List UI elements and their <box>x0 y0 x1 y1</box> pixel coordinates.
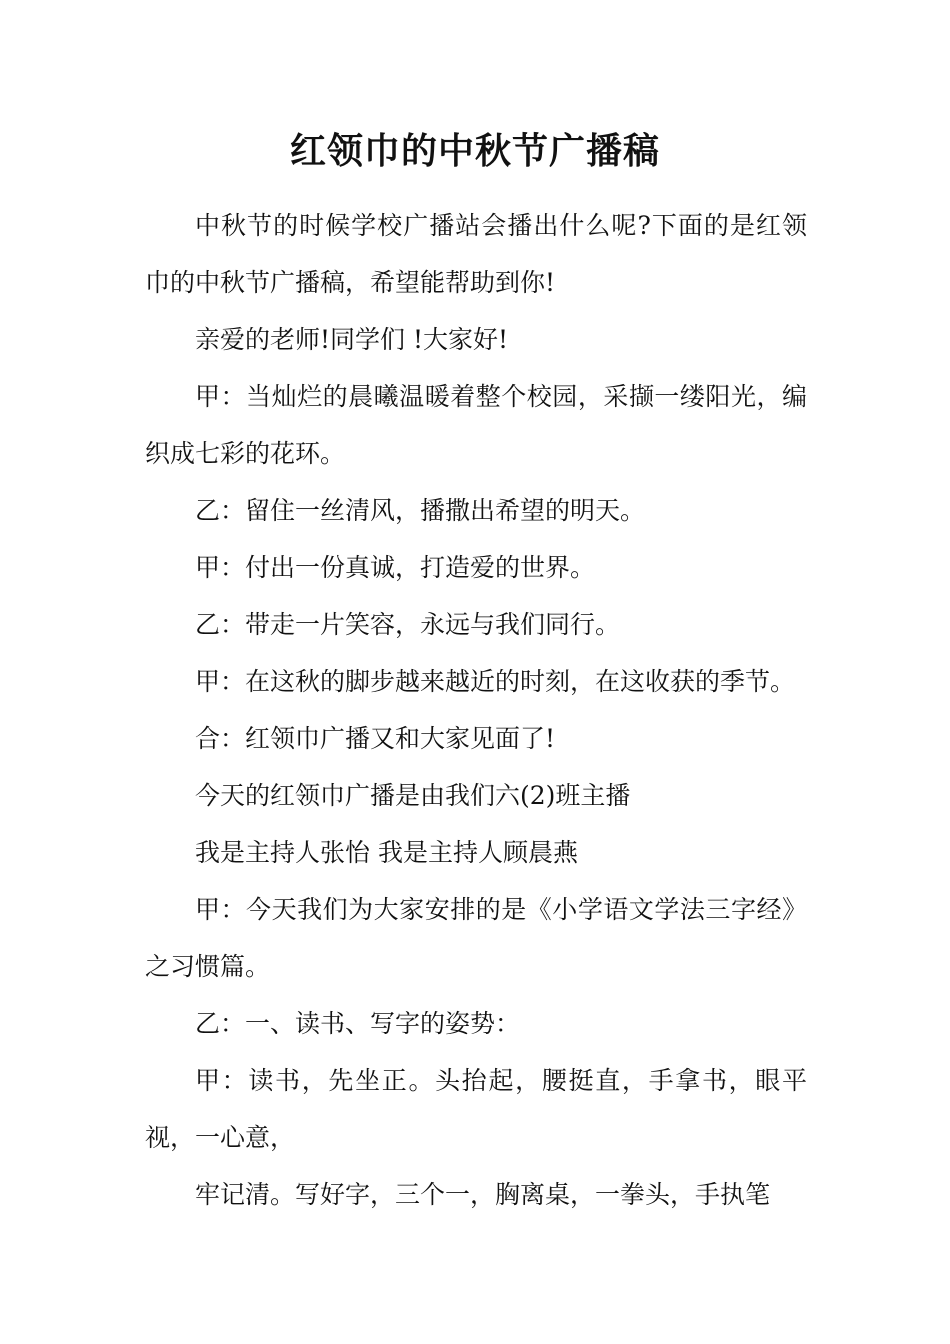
paragraph-line: 甲：在这秋的脚步越来越近的时刻，在这收获的季节。 <box>195 667 796 696</box>
paragraph-line: 甲：付出一份真诚，打造爱的世界。 <box>195 553 596 582</box>
paragraph-greeting: 亲爱的老师!同学们 !大家好! <box>195 325 509 354</box>
paragraph-line: 甲：读书，先坐正。头抬起，腰挺直，手拿书，眼平视，一心意， <box>145 1066 807 1152</box>
paragraph-line: 我是主持人张怡 我是主持人顾晨燕 <box>195 838 578 867</box>
paragraph-line: 乙：留住一丝清风，播撒出希望的明天。 <box>195 496 646 525</box>
paragraph-intro: 中秋节的时候学校广播站会播出什么呢?下面的是红领巾的中秋节广播稿，希望能帮助到你! <box>145 211 807 297</box>
paragraph-line: 牢记清。写好字，三个一，胸离桌，一拳头，手执笔 <box>195 1180 771 1209</box>
paragraph-line: 甲：今天我们为大家安排的是《小学语文学法三字经》之习惯篇。 <box>145 895 807 981</box>
paragraph-line: 合：红领巾广播又和大家见面了! <box>195 724 556 753</box>
document-body <box>145 197 807 1223</box>
paragraph-line: 乙：一、读书、写字的姿势： <box>195 1009 521 1038</box>
document-title: 红领巾的中秋节广播稿 <box>289 131 660 172</box>
paragraph-line: 今天的红领巾广播是由我们六(2)班主播 <box>195 781 631 810</box>
paragraph-line: 甲：当灿烂的晨曦温暖着整个校园，采撷一缕阳光，编织成七彩的花环。 <box>145 382 807 468</box>
paragraph-line: 乙：带走一片笑容，永远与我们同行。 <box>195 610 621 639</box>
